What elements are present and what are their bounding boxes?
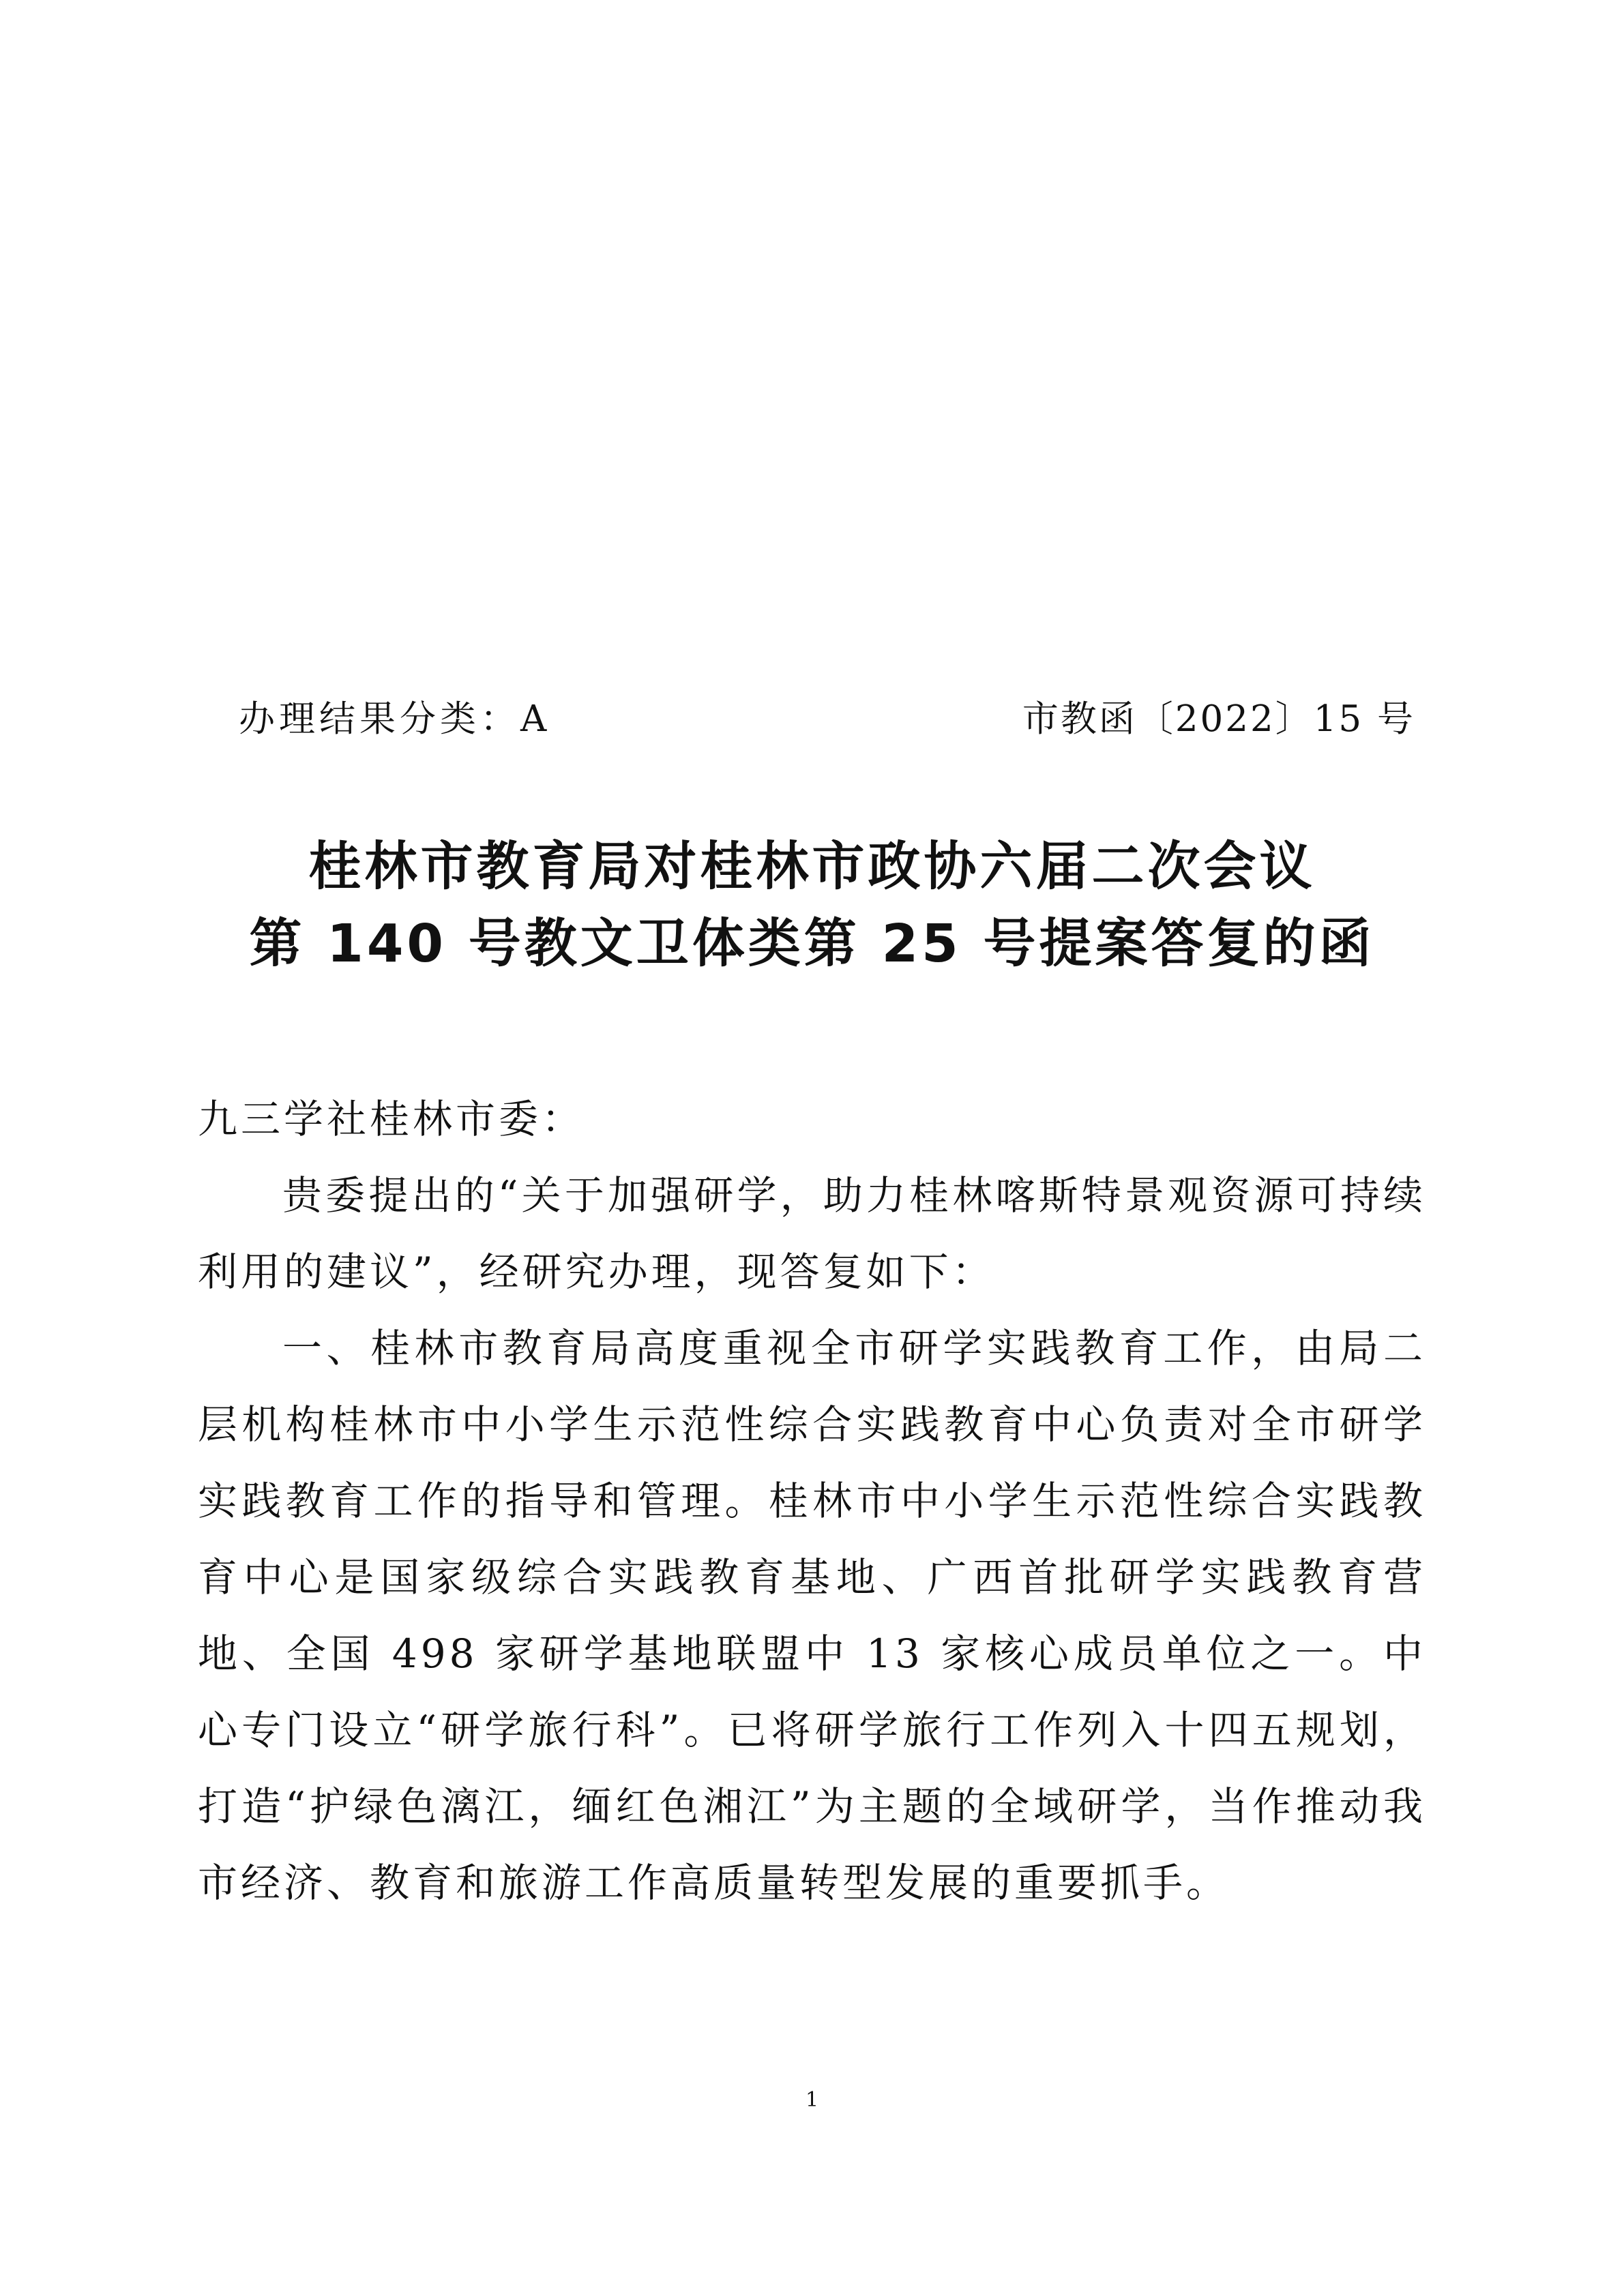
paragraph-point-1: 一、桂林市教育局高度重视全市研学实践教育工作，由局二层机构桂林市中小学生示范性综合实践教育中心负责对全市研学实践教育工作的指导和管理。桂林市中小学生示范性综合实践教育中心是国家级综合实践教育基地、广西首批研学实践教育营地、全国 498 家研学基地联盟中 13 家核心成员单位之一。中心专门设立“研学旅行科”。已将研学旅行工作列入十四五规划，打造“护绿色漓江，缅红色湘江”为主题的全域研学，当作推动我市经济、教育和旅游工作高质量转型发展的重要抓手。 bbox=[198, 1325, 1426, 1906]
salutation: 九三学社桂林市委： bbox=[198, 1096, 585, 1142]
paragraph-intro: 贵委提出的“关于加强研学，助力桂林喀斯特景观资源可持续利用的建议”，经研究办理，现答复如下： bbox=[198, 1172, 1426, 1295]
title-line-1: 桂林市教育局对桂林市政协六届二次会议 bbox=[308, 837, 1316, 897]
document-title bbox=[198, 829, 1426, 983]
page-number: 1 bbox=[805, 2088, 819, 2112]
document-meta-row bbox=[239, 689, 1415, 750]
document-number: 市教函〔2022〕15 号 bbox=[1022, 698, 1415, 740]
document-body bbox=[198, 1081, 1426, 1921]
result-classification: 办理结果分类：A bbox=[239, 698, 551, 740]
title-line-2: 第 140 号教文卫体类第 25 号提案答复的函 bbox=[249, 914, 1375, 974]
